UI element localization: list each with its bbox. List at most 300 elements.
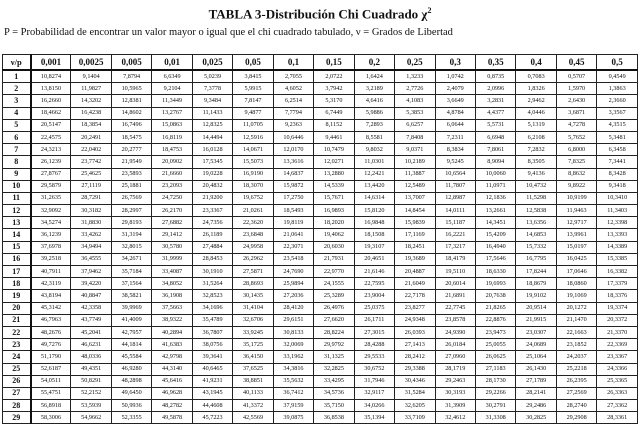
table-cell: 10,5965 <box>111 83 151 95</box>
table-cell: 27,6620 <box>314 314 354 326</box>
table-cell: 25,9894 <box>273 278 313 290</box>
table-cell: 31,1325 <box>314 351 354 363</box>
degrees-of-freedom-cell: 16 <box>3 253 31 265</box>
table-cell: 11,1433 <box>192 107 232 119</box>
table-cell: 35,1394 <box>354 412 394 424</box>
table-cell: 31,5264 <box>192 278 232 290</box>
table-cell: 21,8265 <box>475 302 515 314</box>
column-header: 0,05 <box>233 55 273 71</box>
table-cell: 15,7671 <box>314 192 354 204</box>
table-cell: 35,1725 <box>233 339 273 351</box>
table-cell: 23,5418 <box>273 253 313 265</box>
table-cell: 39,2518 <box>31 253 71 265</box>
table-cell: 46,9628 <box>152 387 192 399</box>
table-cell: 36,8538 <box>314 412 354 424</box>
table-cell: 25,1064 <box>516 351 556 363</box>
table-cell: 1,3233 <box>395 70 435 83</box>
table-cell: 27,1119 <box>71 180 111 192</box>
table-cell: 13,4420 <box>354 180 394 192</box>
table-cell: 48,2898 <box>111 375 151 387</box>
table-cell: 17,2750 <box>273 192 313 204</box>
column-header: 0,45 <box>556 55 596 71</box>
table-cell: 22,7745 <box>435 302 475 314</box>
table-cell: 5,7652 <box>556 131 596 143</box>
table-row <box>3 229 638 241</box>
table-cell: 34,5274 <box>31 217 71 229</box>
table-row <box>3 302 638 314</box>
table-cell: 5,9915 <box>233 83 273 95</box>
table-cell: 22,3620 <box>233 217 273 229</box>
table-cell: 3,3567 <box>597 107 638 119</box>
table-cell: 27,6882 <box>152 217 192 229</box>
table-cell: 48,2676 <box>31 326 71 338</box>
table-cell: 40,6465 <box>192 363 232 375</box>
table-cell: 20,3372 <box>597 314 638 326</box>
table-cell: 19,4062 <box>314 229 354 241</box>
table-cell: 7,8408 <box>395 131 435 143</box>
table-cell: 27,4884 <box>192 241 232 253</box>
table-cell: 4,0446 <box>516 107 556 119</box>
table-cell: 33,1962 <box>273 351 313 363</box>
table-cell: 16,9190 <box>233 168 273 180</box>
table-cell: 49,5878 <box>152 412 192 424</box>
table-cell: 9,5245 <box>435 156 475 168</box>
degrees-of-freedom-cell: 23 <box>3 339 31 351</box>
degrees-of-freedom-cell: 21 <box>3 314 31 326</box>
table-cell: 6,2108 <box>516 131 556 143</box>
table-cell: 14,8602 <box>111 107 151 119</box>
table-cell: 23,5893 <box>111 168 151 180</box>
degrees-of-freedom-cell: 28 <box>3 400 31 412</box>
table-row <box>3 266 638 278</box>
table-cell: 26,1430 <box>516 363 556 375</box>
table-cell: 24,9390 <box>435 326 475 338</box>
table-cell: 28,3361 <box>597 412 638 424</box>
table-cell: 13,2767 <box>152 107 192 119</box>
table-cell: 19,5110 <box>435 266 475 278</box>
column-header: 0,4 <box>516 55 556 71</box>
page-title <box>0 6 640 22</box>
table-row <box>3 351 638 363</box>
table-row <box>3 119 638 131</box>
table-cell: 11,3403 <box>597 205 638 217</box>
table-cell: 16,4238 <box>71 107 111 119</box>
table-cell: 27,2036 <box>273 290 313 302</box>
table-cell: 11,9827 <box>71 83 111 95</box>
table-row <box>3 375 638 387</box>
table-cell: 32,0069 <box>273 339 313 351</box>
table-cell: 39,4220 <box>71 278 111 290</box>
table-cell: 26,0625 <box>475 351 515 363</box>
table-cell: 24,7356 <box>192 217 232 229</box>
table-cell: 52,2152 <box>71 387 111 399</box>
table-row <box>3 290 638 302</box>
table-cell: 5,1319 <box>516 119 556 131</box>
table-cell: 20,6030 <box>314 241 354 253</box>
table-cell: 38,5821 <box>111 290 151 302</box>
table-cell: 41,3372 <box>233 400 273 412</box>
table-cell: 9,2363 <box>273 119 313 131</box>
table-cell: 17,0646 <box>556 266 596 278</box>
table-row <box>3 205 638 217</box>
table-cell: 23,9004 <box>354 290 394 302</box>
table-cell: 16,8119 <box>152 131 192 143</box>
table-cell: 27,1413 <box>395 339 435 351</box>
table-cell: 23,2093 <box>152 180 192 192</box>
header-row <box>3 55 638 71</box>
table-cell: 39,3641 <box>192 351 232 363</box>
table-cell: 10,8274 <box>31 70 71 83</box>
degrees-of-freedom-cell: 18 <box>3 278 31 290</box>
table-cell: 17,8244 <box>516 266 556 278</box>
table-cell: 7,2893 <box>354 119 394 131</box>
table-cell: 19,3689 <box>395 253 435 265</box>
table-cell: 18,6330 <box>475 266 515 278</box>
table-cell: 15,8120 <box>354 205 394 217</box>
table-cell: 7,8325 <box>556 156 596 168</box>
table-cell: 9,1404 <box>71 70 111 83</box>
table-cell: 18,3070 <box>233 180 273 192</box>
table-cell: 24,2037 <box>556 351 596 363</box>
table-cell: 28,1730 <box>475 375 515 387</box>
table-cell: 5,3170 <box>314 95 354 107</box>
table-cell: 14,6853 <box>516 229 556 241</box>
table-cell: 32,9092 <box>31 205 71 217</box>
table-cell: 19,9102 <box>516 290 556 302</box>
table-cell: 4,3515 <box>597 119 638 131</box>
table-cell: 8,1152 <box>314 119 354 131</box>
table-cell: 1,3863 <box>597 83 638 95</box>
table-cell: 24,3366 <box>597 363 638 375</box>
table-cell: 11,7807 <box>435 180 475 192</box>
table-cell: 35,4789 <box>192 314 232 326</box>
table-cell: 45,3142 <box>31 302 71 314</box>
table-cell: 12,5489 <box>395 180 435 192</box>
table-cell: 26,2962 <box>233 253 273 265</box>
table-cell: 23,1852 <box>556 339 596 351</box>
table-cell: 5,0239 <box>192 70 232 83</box>
table-row <box>3 400 638 412</box>
table-cell: 28,4288 <box>354 339 394 351</box>
column-header: 0,25 <box>395 55 435 71</box>
table-cell: 9,4136 <box>516 168 556 180</box>
table-row <box>3 144 638 156</box>
table-cell: 1,0742 <box>435 70 475 83</box>
table-cell: 15,9839 <box>395 217 435 229</box>
table-cell: 18,2451 <box>395 241 435 253</box>
table-cell: 39,0875 <box>273 412 313 424</box>
table-cell: 50,9936 <box>111 400 151 412</box>
table-cell: 19,3107 <box>354 241 394 253</box>
table-cell: 17,3379 <box>597 278 638 290</box>
table-cell: 11,0971 <box>475 180 515 192</box>
table-cell: 0,4549 <box>597 70 638 83</box>
table-cell: 10,3410 <box>597 192 638 204</box>
table-cell: 12,8381 <box>111 95 151 107</box>
table-cell: 34,0266 <box>354 400 394 412</box>
table-cell: 8,3428 <box>597 168 638 180</box>
table-cell: 45,7223 <box>192 412 232 424</box>
degrees-of-freedom-cell: 13 <box>3 217 31 229</box>
table-cell: 35,5632 <box>273 375 313 387</box>
table-cell: 26,1711 <box>354 314 394 326</box>
table-cell: 34,1696 <box>192 302 232 314</box>
table-cell: 6,6948 <box>475 131 515 143</box>
title-superscript: 2 <box>427 6 432 15</box>
table-cell: 11,0705 <box>233 119 273 131</box>
table-cell: 18,4753 <box>152 144 192 156</box>
table-cell: 0,8735 <box>475 70 515 83</box>
table-row <box>3 83 638 95</box>
table-cell: 13,2661 <box>475 205 515 217</box>
table-cell: 36,1908 <box>152 290 192 302</box>
table-cell: 42,3119 <box>31 278 71 290</box>
table-cell: 8,8632 <box>556 168 596 180</box>
table-cell: 2,0722 <box>314 70 354 83</box>
table-cell: 42,9798 <box>152 351 192 363</box>
table-cell: 19,1069 <box>556 290 596 302</box>
table-cell: 21,3370 <box>597 326 638 338</box>
degrees-of-freedom-cell: 10 <box>3 180 31 192</box>
table-cell: 15,0863 <box>152 119 192 131</box>
table-cell: 21,0261 <box>233 205 273 217</box>
table-cell: 15,4209 <box>475 229 515 241</box>
degrees-of-freedom-cell: 5 <box>3 119 31 131</box>
table-cell: 21,1470 <box>556 314 596 326</box>
table-cell: 35,7150 <box>314 400 354 412</box>
table-cell: 4,6416 <box>354 95 394 107</box>
degrees-of-freedom-cell: 25 <box>3 363 31 375</box>
table-cell: 4,7278 <box>556 119 596 131</box>
table-cell: 26,1189 <box>192 229 232 241</box>
table-cell: 37,1564 <box>111 278 151 290</box>
table-cell: 37,9462 <box>71 266 111 278</box>
table-cell: 3,2831 <box>475 95 515 107</box>
table-cell: 56,8918 <box>31 400 71 412</box>
column-header: 0,0025 <box>71 55 111 71</box>
table-cell: 16,0128 <box>192 144 232 156</box>
table-cell: 25,3365 <box>597 375 638 387</box>
table-cell: 40,2894 <box>152 326 192 338</box>
table-cell: 36,4150 <box>233 351 273 363</box>
table-cell: 16,9848 <box>354 217 394 229</box>
table-cell: 10,6446 <box>273 131 313 143</box>
table-cell: 36,7412 <box>273 387 313 399</box>
table-cell: 21,6891 <box>435 290 475 302</box>
table-row <box>3 278 638 290</box>
table-cell: 23,8277 <box>395 302 435 314</box>
table-cell: 23,8578 <box>435 314 475 326</box>
table-cell: 8,9094 <box>475 156 515 168</box>
table-cell: 1,5970 <box>556 83 596 95</box>
table-cell: 3,6871 <box>556 107 596 119</box>
table-cell: 22,4575 <box>31 131 71 143</box>
table-cell: 40,7911 <box>31 266 71 278</box>
table-cell: 13,7007 <box>395 192 435 204</box>
table-cell: 34,9494 <box>71 241 111 253</box>
table-cell: 24,9958 <box>233 241 273 253</box>
table-cell: 24,0689 <box>516 339 556 351</box>
table-cell: 23,6848 <box>233 229 273 241</box>
degrees-of-freedom-cell: 9 <box>3 168 31 180</box>
table-cell: 29,1412 <box>152 229 192 241</box>
table-cell: 6,2514 <box>273 95 313 107</box>
table-cell: 52,3355 <box>111 412 151 424</box>
table-cell: 7,7794 <box>273 107 313 119</box>
corner-header: ν/p <box>3 55 31 71</box>
table-cell: 10,0060 <box>475 168 515 180</box>
table-row <box>3 253 638 265</box>
table-cell: 45,2041 <box>71 326 111 338</box>
table-row <box>3 70 638 83</box>
table-cell: 11,9463 <box>556 205 596 217</box>
table-cell: 31,3194 <box>111 229 151 241</box>
table-cell: 20,6014 <box>435 278 475 290</box>
table-cell: 3,6649 <box>435 95 475 107</box>
table-cell: 18,4662 <box>31 107 71 119</box>
table-cell: 14,4494 <box>192 131 232 143</box>
table-cell: 16,4940 <box>475 241 515 253</box>
table-cell: 54,0511 <box>31 375 71 387</box>
table-cell: 21,9549 <box>111 156 151 168</box>
table-cell: 2,3660 <box>597 95 638 107</box>
chi-square-table <box>2 54 638 424</box>
table-cell: 6,6257 <box>395 119 435 131</box>
table-cell: 48,2782 <box>152 400 192 412</box>
table-cell: 18,2020 <box>314 217 354 229</box>
table-cell: 30,1910 <box>192 266 232 278</box>
table-cell: 17,1169 <box>395 229 435 241</box>
table-cell: 29,8193 <box>111 217 151 229</box>
table-cell: 28,2740 <box>556 400 596 412</box>
column-header: 0,2 <box>354 55 394 71</box>
table-cell: 12,5916 <box>233 131 273 143</box>
table-cell: 31,3308 <box>475 412 515 424</box>
table-cell: 11,3449 <box>152 95 192 107</box>
table-cell: 33,4295 <box>314 375 354 387</box>
table-cell: 14,3389 <box>597 241 638 253</box>
table-cell: 27,5871 <box>233 266 273 278</box>
table-cell: 45,6416 <box>152 375 192 387</box>
table-cell: 11,5298 <box>516 192 556 204</box>
table-cell: 23,3367 <box>597 351 638 363</box>
table-row <box>3 95 638 107</box>
table-cell: 31,5284 <box>395 387 435 399</box>
table-cell: 8,5581 <box>354 131 394 143</box>
table-cell: 21,6049 <box>395 278 435 290</box>
column-header: 0,35 <box>475 55 515 71</box>
column-header: 0,01 <box>152 55 192 71</box>
table-cell: 32,2825 <box>314 363 354 375</box>
table-cell: 22,7178 <box>395 290 435 302</box>
table-cell: 34,5736 <box>314 387 354 399</box>
table-cell: 30,3182 <box>71 205 111 217</box>
table-row <box>3 168 638 180</box>
table-cell: 16,7496 <box>111 119 151 131</box>
table-cell: 37,5663 <box>152 302 192 314</box>
table-cell: 26,2170 <box>152 205 192 217</box>
table-row <box>3 217 638 229</box>
table-cell: 40,8847 <box>71 290 111 302</box>
table-cell: 34,2671 <box>111 253 151 265</box>
table-cell: 17,5345 <box>192 156 232 168</box>
table-cell: 20,5147 <box>31 119 71 131</box>
table-cell: 10,7479 <box>314 144 354 156</box>
table-cell: 37,9159 <box>273 400 313 412</box>
table-cell: 2,9462 <box>516 95 556 107</box>
table-cell: 12,3398 <box>597 217 638 229</box>
table-cell: 15,0197 <box>556 241 596 253</box>
table-cell: 24,7250 <box>152 192 192 204</box>
table-cell: 0,5707 <box>556 70 596 83</box>
table-cell: 34,3816 <box>273 363 313 375</box>
table-cell: 13,8150 <box>31 83 71 95</box>
table-cell: 11,0301 <box>354 156 394 168</box>
table-cell: 54,9662 <box>71 412 111 424</box>
table-cell: 27,3362 <box>597 400 638 412</box>
table-cell: 3,7942 <box>314 83 354 95</box>
table-cell: 20,4832 <box>192 180 232 192</box>
table-cell: 22,0402 <box>71 144 111 156</box>
degrees-of-freedom-cell: 7 <box>3 144 31 156</box>
column-header: 0,005 <box>111 55 151 71</box>
table-cell: 15,9872 <box>273 180 313 192</box>
table-row <box>3 412 638 424</box>
table-cell: 0,7083 <box>516 70 556 83</box>
table-cell: 40,1133 <box>233 387 273 399</box>
table-cell: 32,9117 <box>354 387 394 399</box>
table-cell: 48,0336 <box>71 351 111 363</box>
table-cell: 14,3451 <box>475 217 515 229</box>
table-cell: 31,8830 <box>71 217 111 229</box>
table-cell: 14,5339 <box>314 180 354 192</box>
table-cell: 18,5475 <box>111 131 151 143</box>
table-cell: 20,7638 <box>475 290 515 302</box>
table-cell: 30,8133 <box>273 326 313 338</box>
table-cell: 49,6450 <box>111 387 151 399</box>
table-cell: 10,9199 <box>556 192 596 204</box>
table-cell: 9,3484 <box>192 95 232 107</box>
table-row <box>3 180 638 192</box>
table-cell: 19,8119 <box>273 217 313 229</box>
table-cell: 14,6314 <box>354 192 394 204</box>
table-cell: 2,0996 <box>475 83 515 95</box>
table-cell: 23,9473 <box>475 326 515 338</box>
table-cell: 29,3388 <box>395 363 435 375</box>
table-cell: 16,7795 <box>516 253 556 265</box>
table-cell: 4,1083 <box>395 95 435 107</box>
table-cell: 50,8291 <box>71 375 111 387</box>
table-cell: 9,4461 <box>314 131 354 143</box>
table-cell: 26,1239 <box>31 156 71 168</box>
table-cell: 26,2395 <box>556 375 596 387</box>
table-cell: 21,6146 <box>354 266 394 278</box>
table-cell: 18,0860 <box>556 278 596 290</box>
table-cell: 22,9770 <box>314 266 354 278</box>
table-row <box>3 241 638 253</box>
table-cell: 8,3834 <box>435 144 475 156</box>
table-cell: 24,9348 <box>395 314 435 326</box>
degrees-of-freedom-cell: 11 <box>3 192 31 204</box>
degrees-of-freedom-cell: 24 <box>3 351 31 363</box>
table-cell: 26,4976 <box>314 302 354 314</box>
table-cell: 24,7690 <box>273 266 313 278</box>
table-cell: 18,8679 <box>516 278 556 290</box>
table-cell: 32,6706 <box>233 314 273 326</box>
table-cell: 38,9322 <box>152 314 192 326</box>
table-cell: 30,2825 <box>516 412 556 424</box>
degrees-of-freedom-cell: 17 <box>3 266 31 278</box>
